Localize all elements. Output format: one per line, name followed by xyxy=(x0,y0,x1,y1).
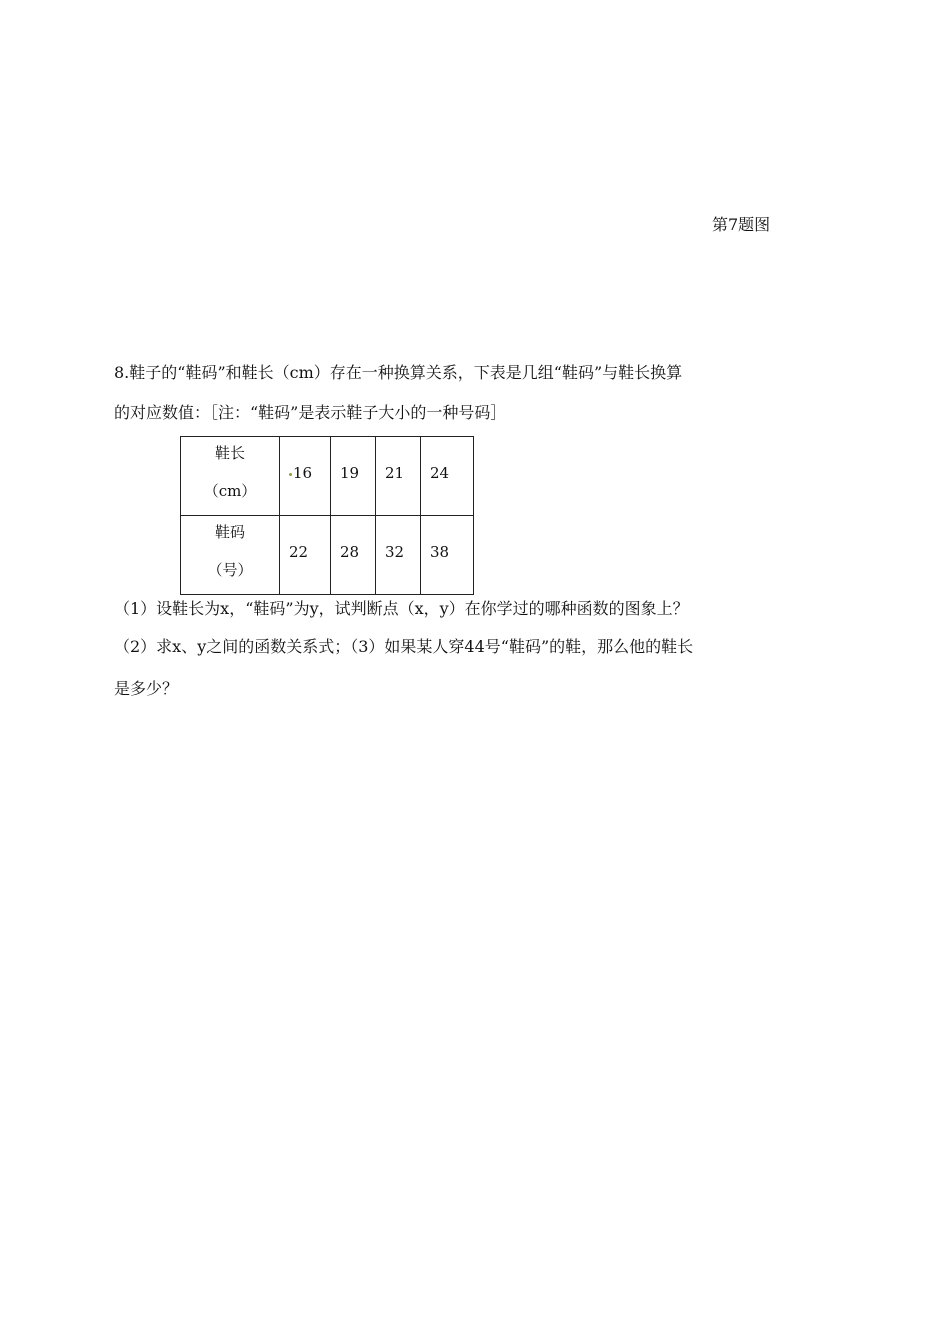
dot-mark-icon xyxy=(289,473,292,476)
question-part-1: （1）设鞋长为x，“鞋码”为y，试判断点（x，y）在你学过的哪种函数的图象上？ xyxy=(114,599,689,618)
row-header-unit: （cm） xyxy=(203,482,257,500)
question-intro-line-2: 的对应数值：［注：“鞋码”是表示鞋子大小的一种号码］ xyxy=(114,403,507,422)
row-header-shoe-length xyxy=(181,437,280,516)
row-header-unit: （号） xyxy=(207,561,253,579)
table-row xyxy=(181,516,474,595)
figure-caption: 第7题图 xyxy=(712,215,771,234)
row-header-label: 鞋码 xyxy=(214,523,245,541)
table-cell: 22 xyxy=(280,516,331,595)
table-cell: 28 xyxy=(331,516,376,595)
table-cell: 16 xyxy=(280,437,331,516)
table-cell: 32 xyxy=(376,516,421,595)
table-cell: 21 xyxy=(376,437,421,516)
question-intro-line-1: 8.鞋子的“鞋码”和鞋长（cm）存在一种换算关系，下表是几组“鞋码”与鞋长换算 xyxy=(114,363,683,382)
row-header-shoe-size xyxy=(181,516,280,595)
question-part-3-continued: 是多少？ xyxy=(114,679,179,698)
row-header-label: 鞋长 xyxy=(214,444,245,462)
table-row xyxy=(181,437,474,516)
table-cell: 38 xyxy=(421,516,474,595)
shoe-size-table xyxy=(180,436,474,595)
table-cell: 24 xyxy=(421,437,474,516)
table-cell: 19 xyxy=(331,437,376,516)
question-part-2-3: （2）求x、y之间的函数关系式；（3）如果某人穿44号“鞋码”的鞋，那么他的鞋长 xyxy=(114,637,694,656)
